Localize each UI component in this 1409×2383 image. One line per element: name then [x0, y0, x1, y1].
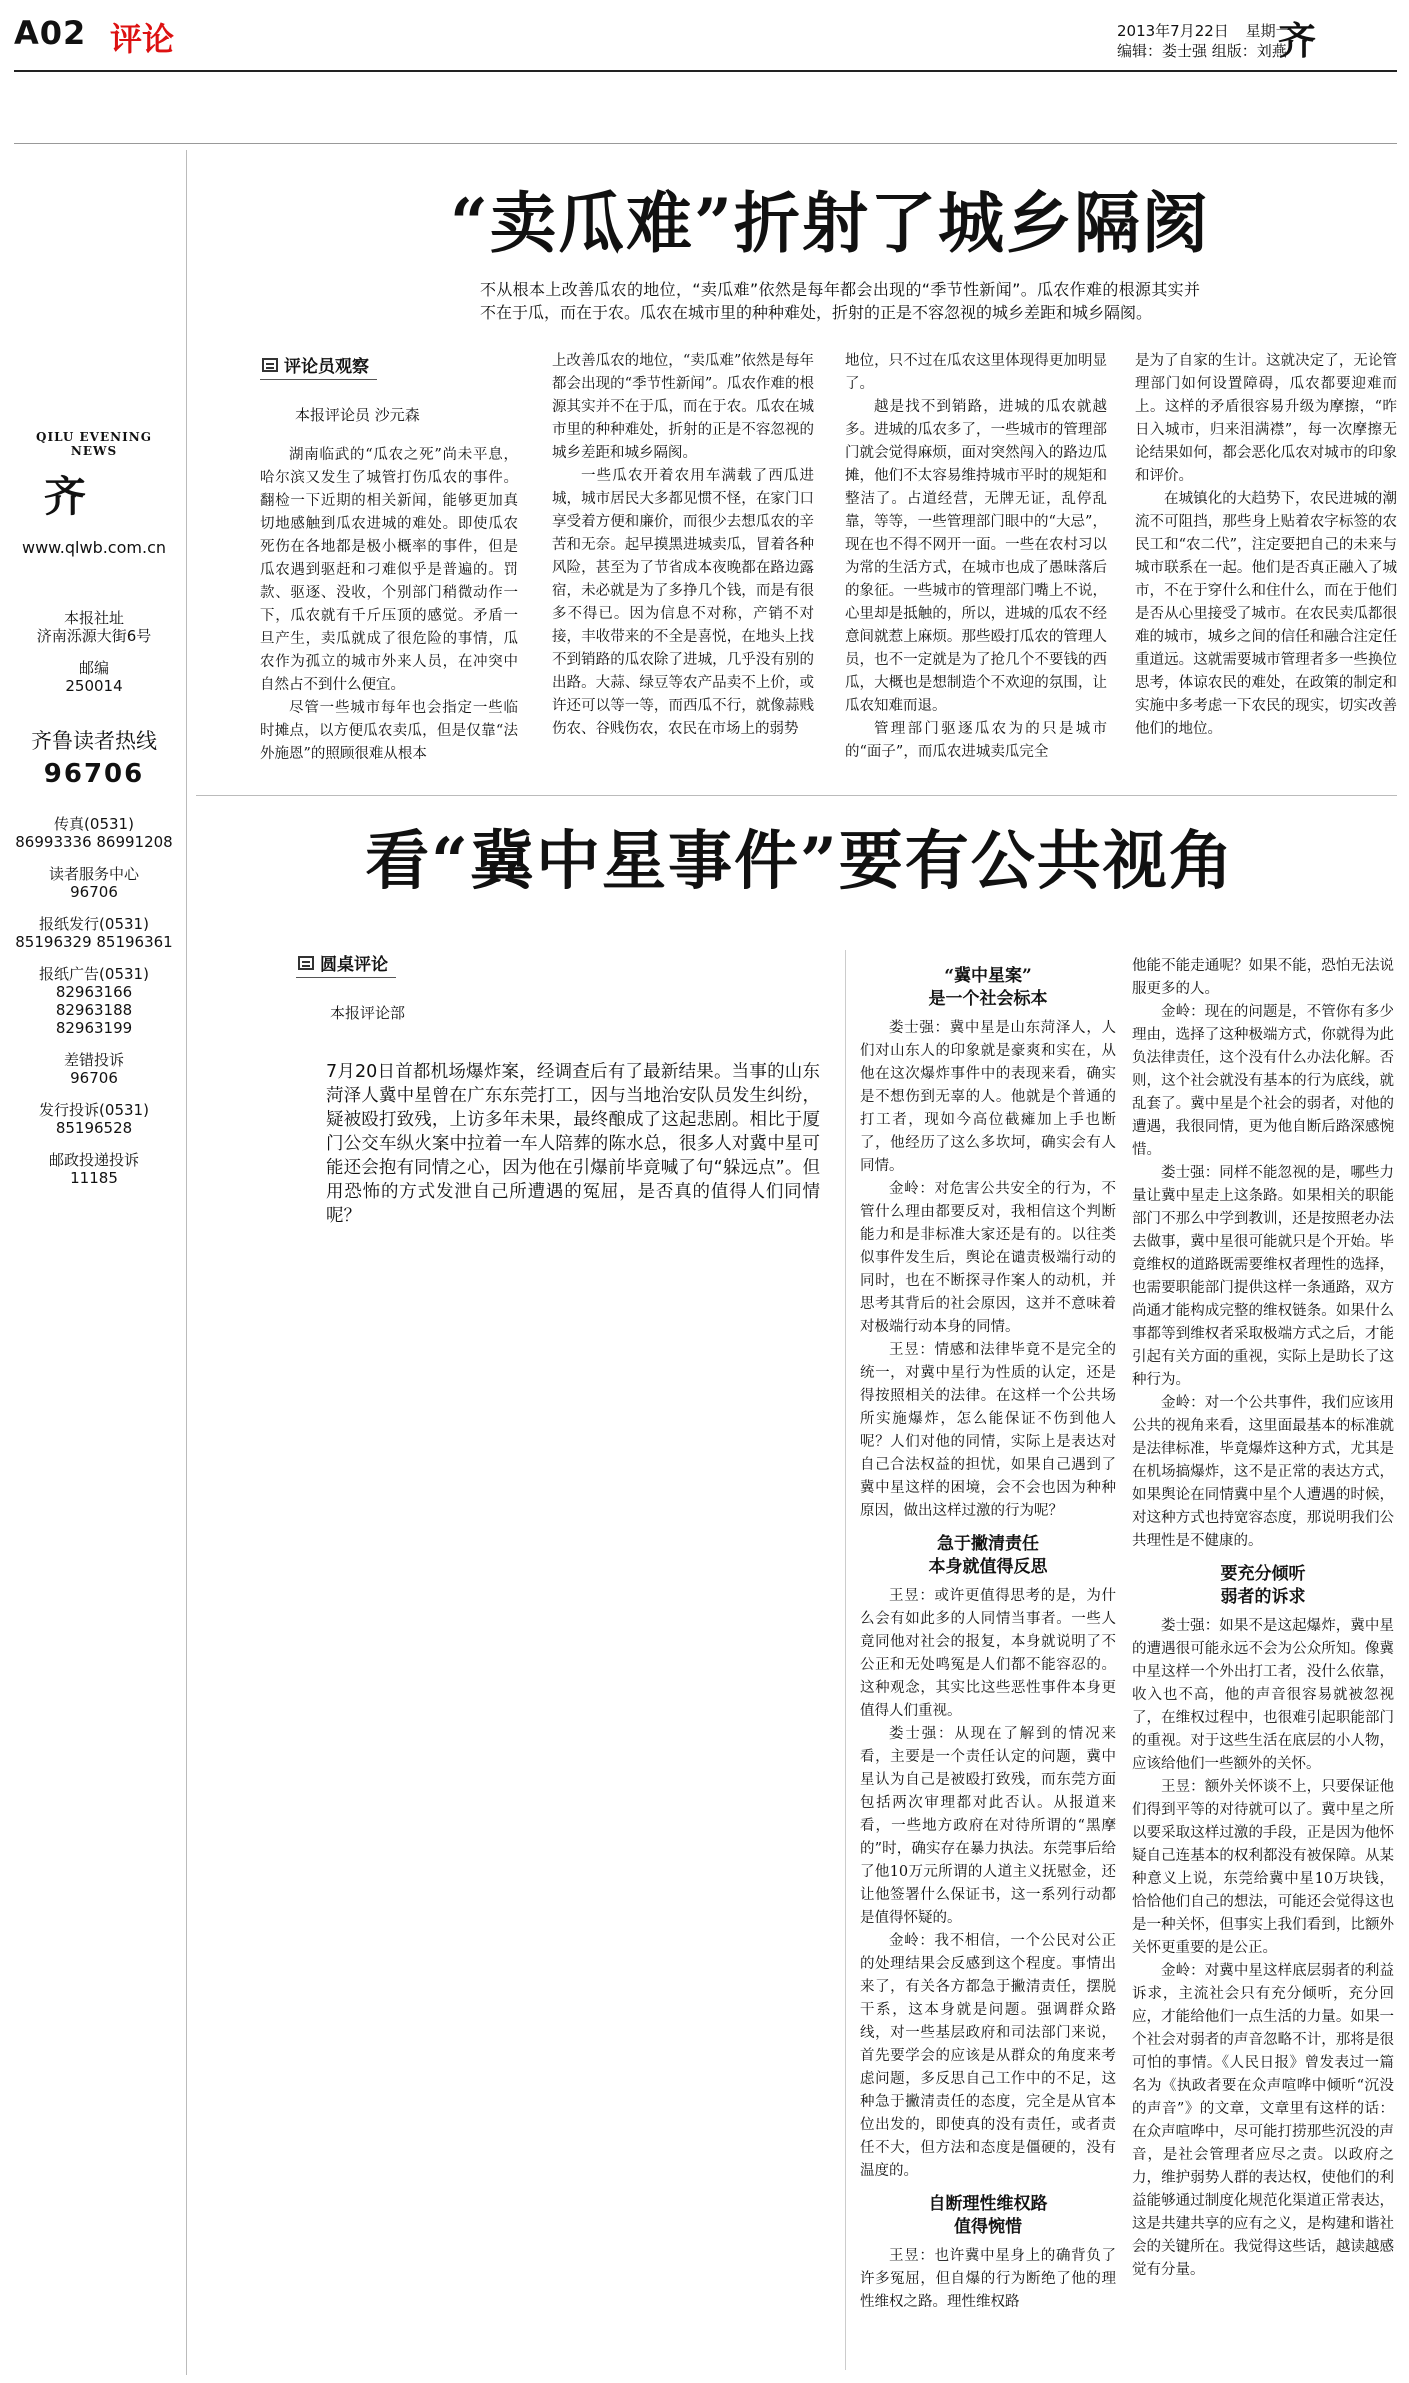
hotline-label: 齐鲁读者热线	[31, 729, 157, 753]
paragraph: 地位，只不过在瓜农这里体现得更加明显了。	[845, 353, 1107, 392]
paragraph: 上改善瓜农的地位，“卖瓜难”依然是每年都会出现的“季节性新闻”。瓜农作难的根源其实并不在于瓜，而在于农。瓜农在城市里的种种难处，折射的正是不容忽视的城乡差距和城乡隔阂。	[552, 353, 814, 461]
article2-headline: 看“冀中星事件”要有公共视角	[365, 824, 1235, 899]
paragraph: 娄士强：同样不能忽视的是，哪些力量让冀中星走上这条路。如果相关的职能部门不那么中学到教训，还是按照老办法去做事，冀中星很可能就只是个开始。毕竟维权的道路既需要维权者理性的选择，也需要职能部门提供这样一条通路，双方尚通才能构成完整的维权链条。如果什么事都等到维权者采取极端方式之后，才能引起有关方面的重视，实际上是助长了这种行为。	[1132, 1165, 1394, 1388]
column-tag-text: 评论员观察	[284, 357, 369, 377]
article1-byline: 本报评论员 沙元森	[295, 406, 420, 424]
column-badge	[260, 352, 377, 380]
contact-list	[14, 815, 174, 1187]
article1-column-1	[260, 444, 518, 766]
page-header	[0, 0, 1409, 70]
paragraph: 尽管一些城市每年也会指定一些临时摊点，以方便瓜农卖瓜，但是仅靠“法外施恩”的照顾很难从根本	[260, 700, 518, 762]
contact-value: 96706	[70, 883, 118, 901]
article-divider	[196, 795, 1397, 796]
header-date	[1117, 20, 1291, 41]
contact-item	[14, 815, 174, 851]
paragraph: 金岭：对冀中星这样底层弱者的利益诉求，主流社会只有充分倾听，充分回应，才能给他们一点生活的力量。如果一个社会对弱者的声音忽略不计，那将是很可怕的事情。《人民日报》曾发表过一篇名为《执政者要在众声喧哗中倾听“沉没的声音”》的文章，文章里有这样的话：在众声喧哗中，尽可能打捞那些沉没的声音，是社会管理者应尽之责。以政府之力，维护弱势人群的表达权，使他们的利益能够通过制度化规范化渠道正常表达，这是共建共享的应有之义，是构建和谐社会的关键所在。我觉得这些话，越读越感觉有分量。	[1132, 1963, 1394, 2278]
paragraph: 娄士强：从现在了解到的情况来看，主要是一个责任认定的问题，冀中星认为自己是被殴打致残，而东莞方面包括两次审理都对此否认。从报道来看，一些地方政府在对待所谓的“黑摩的”时，确实存在暴力执法。东莞事后给了他10万元所谓的人道主义抚慰金，还让他签署什么保证书，这一系列行动都是值得怀疑的。	[860, 1726, 1116, 1926]
paragraph: 金岭：现在的问题是，不管你有多少理由，选择了这种极端方式，你就得为此负法律责任，这个没有什么办法化解。否则，这个社会就没有基本的行为底线，就乱套了。冀中星是个社会的弱者，对他的遭遇，我很同情，更为他自断后路深感惋惜。	[1132, 1004, 1394, 1158]
contact-label: 报纸发行(0531)	[39, 915, 149, 933]
paragraph: 越是找不到销路，进城的瓜农就越多。进城的瓜农多了，一些城市的管理部门就会觉得麻烦，面对突然闯入的路边瓜摊，他们不太容易维持城市平时的规矩和整洁了。占道经营，无牌无证，乱停乱靠，等等，一些管理部门眼中的“大忌”，现在也不得不网开一面。一些在农村习以为常的生活方式，在城市也成了愚昧落后的象征。一些城市的管理部门嘴上不说，心里却是抵触的，所以，进城的瓜农不经意间就惹上麻烦。那些殴打瓜农的管理人员，也不一定就是为了抢几个不要钱的西瓜，大概也是想制造个不欢迎的氛围，让瓜农知难而退。	[845, 399, 1107, 714]
paragraph: 王昱：情感和法律毕竟不是完全的统一，对冀中星行为性质的认定，还是得按照相关的法律。在这样一个公共场所实施爆炸，怎么能保证不伤到他人呢？人们对他的同情，实际上是表达对自己合法权益的担忧，如果自己遇到了冀中星这样的困境，会不会也因为种种原因，做出这样过激的行为呢？	[860, 1342, 1116, 1519]
header-rule-thin	[14, 143, 1397, 144]
contact-item	[14, 965, 174, 1037]
paragraph: 娄士强：如果不是这起爆炸，冀中星的遭遇很可能永远不会为公众所知。像冀中星这样一个外出打工者，没什么依靠，收入也不高，他的声音很容易就被忽视了，在维权过程中，也很难引起职能部门的重视。对于这些生活在底层的小人物，应该给他们一些额外的关怀。	[1132, 1618, 1394, 1772]
contact-value: 85196528	[55, 1119, 133, 1137]
column-badge	[296, 950, 396, 978]
paper-name-en: QILU EVENING NEWS	[36, 430, 152, 458]
paragraph: 金岭：对危害公共安全的行为，不管什么理由都要反对，我相信这个判断能力和是非标准大家还是有的。以往类似事件发生后，舆论在谴责极端行动的同时，也在不断探寻作案人的动机，并思考其背后的社会原因，这并不意味着对极端行动本身的同情。	[860, 1181, 1116, 1335]
address-value: 济南泺源大街6号	[36, 627, 152, 645]
column-tag-icon	[298, 956, 314, 970]
subheading	[860, 1533, 1116, 1579]
column-tag-text: 圆桌评论	[320, 955, 388, 975]
subheading	[860, 2193, 1116, 2239]
article1-deck: 不从根本上改善瓜农的地位，“卖瓜难”依然是每年都会出现的“季节性新闻”。瓜农作难的根源其实并不在于瓜，而在于农。瓜农在城市里的种种难处，折射的正是不容忽视的城乡差距和城乡隔阂。	[480, 280, 1200, 322]
subheading	[1132, 1563, 1394, 1609]
paragraph: 他能不能走通呢？如果不能，恐怕无法说服更多的人。	[1132, 958, 1394, 997]
subheading-line: 急于撇清责任	[937, 1534, 1039, 1554]
paragraph: 湖南临武的“瓜农之死”尚未平息，哈尔滨又发生了城管打伤瓜农的事件。翻检一下近期的相关新闻，能够更加真切地感触到瓜农进城的难处。即使瓜农死伤在各地都是极小概率的事件，但是瓜农遇到驱赶和刁难似乎是普遍的。罚款、驱逐、没收，个别部门稍微动作一下，瓜农就有千斤压顶的感觉。矛盾一旦产生，卖瓜就成了很危险的事情，瓜农作为孤立的城市外来人员，在冲突中自然占不到什么便宜。	[260, 447, 518, 693]
postcode-value: 250014	[65, 677, 123, 695]
article1-column-2	[552, 350, 814, 741]
address-block	[14, 609, 174, 645]
page-code: A02	[14, 14, 87, 52]
article2-column-2	[1132, 955, 1394, 2282]
website-link[interactable]: www.qlwb.com.cn	[22, 538, 166, 557]
contact-label: 差错投诉	[63, 1051, 124, 1069]
subheading-line: 本身就值得反思	[928, 1557, 1048, 1577]
subheading-line: 弱者的诉求	[1220, 1587, 1306, 1607]
subheading-line: 值得惋惜	[954, 2217, 1022, 2237]
article1-headline: “卖瓜难”折射了城乡隔阂	[450, 184, 1210, 262]
sidebar-divider	[186, 150, 187, 2375]
paragraph: 一些瓜农开着农用车满载了西瓜进城，城市居民大多都见惯不怪，在家门口享受着方便和廉价，而很少去想瓜农的辛苦和无奈。起早摸黑进城卖瓜，冒着各种风险，甚至为了节省成本夜晚都在路边露宿，未必就是为了多挣几个钱，而是有很多不得已。因为信息不对称，产销不对接，丰收带来的不全是喜悦，在地头上找不到销路的瓜农除了进城，几乎没有别的出路。大蒜、绿豆等农产品卖不上价，或许还可以等一等，而西瓜不行，就像蒜贱伤农、谷贱伤农，农民在市场上的弱势	[552, 468, 814, 737]
date-text: 2013年7月22日	[1117, 22, 1229, 40]
paragraph: 王昱：或许更值得思考的是，为什么会有如此多的人同情当事者。一些人竟同他对社会的报复，本身就说明了不公正和无处鸣冤是人们都不能容忍的。这种观念，其实比这些恶性事件本身更值得人们重视。	[860, 1588, 1116, 1719]
contact-value: 96706	[70, 1069, 118, 1087]
contact-label: 邮政投递投诉	[48, 1151, 139, 1169]
paragraph: 王昱：也许冀中星身上的确背负了许多冤屈，但自爆的行为断绝了他的理性维权之路。理性维权路	[860, 2248, 1116, 2310]
article2-column-1	[860, 955, 1116, 2314]
weekday-text: 星期一	[1245, 22, 1291, 40]
contact-item	[14, 865, 174, 901]
article2-column-divider	[845, 950, 846, 2370]
subheading-line: 自断理性维权路	[928, 2194, 1048, 2214]
article1-column-4	[1135, 350, 1397, 741]
contact-label: 读者服务中心	[48, 865, 139, 883]
paragraph: 金岭：对一个公共事件，我们应该用公共的视角来看，这里面最基本的标准就是法律标准，毕竟爆炸这种方式，尤其是在机场搞爆炸，这不是正常的表达方式，如果舆论在同情冀中星个人遭遇的时候，对这种方式也持宽容态度，那说明我们公共理性是不健康的。	[1132, 1395, 1394, 1549]
contact-value: 85196329 85196361	[15, 933, 173, 951]
paragraph: 王昱：额外关怀谈不上，只要保证他们得到平等的对待就可以了。冀中星之所以要采取这样过激的手段，正是因为他怀疑自己连基本的权利都没有被保障。从某种意义上说，东莞给冀中星10万块钱，恰恰他们自己的想法，可能还会觉得这也是一种关怀，但事实上我们看到，比额外关怀更重要的是公正。	[1132, 1779, 1394, 1956]
section-name: 评论	[110, 20, 175, 58]
hotline-number: 96706	[43, 759, 145, 789]
article1-column-tag	[260, 352, 377, 380]
contact-value: 11185	[70, 1169, 118, 1187]
address-label: 本报社址	[63, 609, 124, 627]
column-tag-icon	[262, 358, 278, 372]
subheading-line: “冀中星案”	[944, 966, 1032, 986]
paragraph: 在城镇化的大趋势下，农民进城的潮流不可阻挡，那些身上贴着农字标签的农民工和“农二代”，注定要把自己的未来与城市联系在一起。他们是否真正融入了城市，不在于穿什么和住什么，而在于他们是否从心里接受了城市。在农民卖瓜都很难的城市，城乡之间的信任和融合注定任重道远。这就需要城市管理者多一些换位思考，体谅农民的难处，在政策的制定和实施中多考虑一下农民的现实，切实改善他们的地位。	[1135, 491, 1397, 737]
contact-value: 82963166 82963188 82963199	[55, 983, 133, 1037]
article2-column-tag	[296, 950, 396, 978]
contact-item	[14, 1151, 174, 1187]
article1-column-3	[845, 350, 1107, 764]
paragraph: 金岭：我不相信，一个公民对公正的处理结果会反感到这个程度。事情出来了，有关各方都急于撇清责任，摆脱干系，这本身就是问题。强调群众路线，对一些基层政府和司法部门来说，首先要学会的应该是从群众的角度来考虑问题，多反思自己工作中的不足，这种急于撇清责任的态度，完全是从官本位出发的，即使真的没有责任，或者责任不大，但方法和态度是僵硬的，没有温度的。	[860, 1933, 1116, 2179]
header-editors: 编辑：娄士强 组版：刘燕	[1117, 42, 1287, 60]
contact-label: 报纸广告(0531)	[39, 965, 149, 983]
article2-byline: 本报评论部	[330, 1004, 406, 1022]
contact-label: 发行投诉(0531)	[39, 1101, 149, 1119]
subheading	[860, 965, 1116, 1011]
header-rule	[14, 70, 1397, 72]
contact-item	[14, 1051, 174, 1087]
paragraph: 是为了自家的生计。这就决定了，无论管理部门如何设置障碍，瓜农都要迎难而上。这样的矛盾很容易升级为摩擦，“昨日入城市，归来泪满襟”，每一次摩擦无论结果如何，都会恶化瓜农对城市的印象和评价。	[1135, 353, 1397, 484]
subheading-line: 要充分倾听	[1220, 1564, 1306, 1584]
subheading-line: 是一个社会标本	[928, 989, 1048, 1009]
contact-label: 传真(0531)	[54, 815, 134, 833]
postcode-block	[14, 659, 174, 695]
contact-item	[14, 915, 174, 951]
sidebar	[14, 430, 174, 1201]
header-logo: 齐	[1278, 18, 1317, 63]
paragraph: 娄士强：冀中星是山东菏泽人，人们对山东人的印象就是豪爽和实在，从他在这次爆炸事件中的表现来看，确实是不想伤到无辜的人。他就是个普通的打工者，现如今高位截瘫加上手也断了，他经历了这么多坎坷，确实会有人同情。	[860, 1020, 1116, 1174]
paragraph: 管理部门驱逐瓜农为的只是城市的“面子”，而瓜农进城卖瓜完全	[845, 721, 1107, 760]
paper-logo: 齐	[44, 472, 87, 521]
contact-value: 86993336 86991208	[15, 833, 173, 851]
postcode-label: 邮编	[78, 659, 109, 677]
article2-intro: 7月20日首都机场爆炸案，经调查后有了最新结果。当事的山东菏泽人冀中星曾在广东东莞打工，因与当地治安队员发生纠纷，疑被殴打致残，上访多年未果，最终酿成了这起悲剧。相比于厦门公交车纵火案中拉着一车人陪葬的陈水总，很多人对冀中星可能还会抱有同情之心，因为他在引爆前毕竟喊了句“躲远点”。但用恐怖的方式发泄自己所遭遇的冤屈，是否真的值得人们同情呢？	[326, 1062, 820, 1226]
contact-item	[14, 1101, 174, 1137]
